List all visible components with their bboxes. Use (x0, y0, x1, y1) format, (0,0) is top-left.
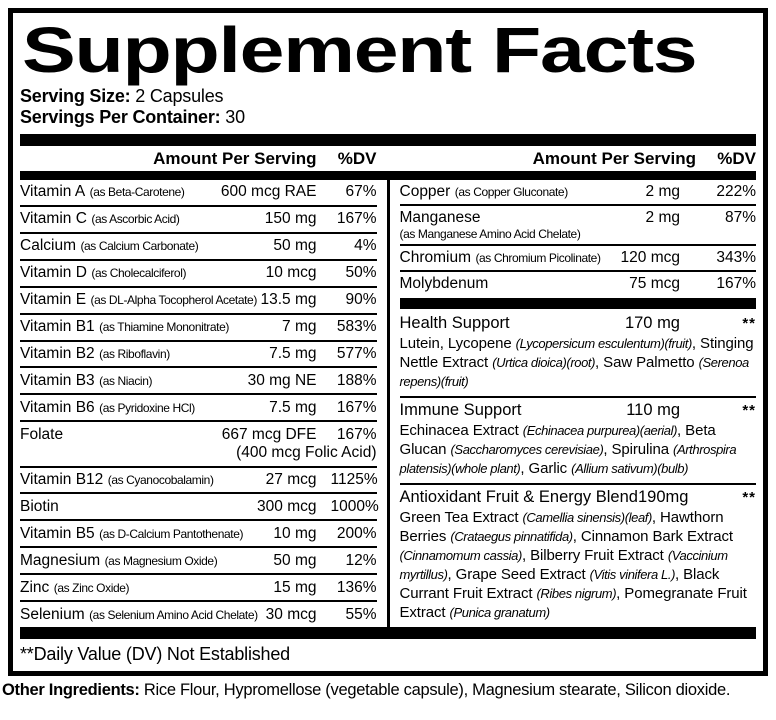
nutrient-dv: 188% (336, 371, 377, 389)
blend-dv: ** (742, 315, 756, 332)
blend-name: Health Support (399, 314, 510, 332)
nutrient-amount: 13.5 mg (260, 291, 317, 309)
nutrient-name-main: Folate (20, 425, 64, 443)
nutrient-row-line (20, 525, 377, 543)
nutrient-row (20, 315, 377, 342)
amount-per-serving-header: Amount Per Serving (153, 149, 317, 168)
nutrient-name (20, 525, 273, 543)
blend-ingredients: Echinacea Extract (Echinacea purpurea)(aerial), Beta Glucan (Saccharomyces cerevisiae), Spirulina (Arthrospira platensis)(whole plant), Garlic (Allium sativum)(bulb) (399, 422, 737, 477)
nutrient-name-main: Vitamin C (20, 210, 87, 228)
nutrient-name-main: Vitamin B5 (20, 524, 95, 542)
nutrient-dv: 577% (336, 344, 377, 362)
nutrient-row (400, 246, 757, 272)
nutrient-name-main: Vitamin B3 (20, 371, 95, 389)
blend-ingredients: Green Tea Extract (Camellia sinensis)(leaf), Hawthorn Berries (Crataegus pinnatifida), Cinnamon Bark Extract (Cinnamomum cassia), Bilberry Fruit Extract (Vaccinium myrtillus), Grape Seed Extract (Vitis vinifera L.), Black Currant Fruit Extract (Ribes nigrum), Pomegranate Fruit Extract (Punica granatum) (399, 509, 747, 621)
nutrient-name-main: Vitamin A (20, 183, 86, 201)
nutrient-amount: 27 mcg (265, 471, 317, 488)
nutrient-source: (as Cyanocobalamin) (107, 473, 214, 487)
nutrient-source: (as Zinc Oxide) (53, 580, 130, 595)
dv-header: %DV (337, 149, 377, 168)
other-ingredients-label: Other Ingredients: (2, 681, 140, 699)
nutrient-dv: 583% (336, 318, 377, 336)
left-column-header (20, 146, 387, 171)
nutrient-row (20, 395, 377, 422)
nutrient-amount: 15 mg (273, 578, 317, 596)
nutrient-source: (as D-Calcium Pantothenate) (99, 526, 244, 541)
nutrient-dv: 167% (336, 425, 377, 443)
nutrient-amount: 50 mg (273, 237, 317, 255)
botanical-name: (Allium sativum)(bulb) (571, 461, 689, 476)
nutrient-name (20, 426, 222, 444)
divider-bar-bottom (20, 627, 756, 639)
nutrient-amount-secondary: (400 mcg Folic Acid) (236, 443, 377, 461)
other-ingredients-value: Rice Flour, Hypromellose (vegetable capsule), Magnesium stearate, Silicon dioxide. (139, 681, 731, 699)
nutrient-row-line (20, 471, 377, 489)
nutrient-amount: 2 mg (645, 183, 680, 200)
nutrient-row-line (20, 552, 377, 570)
nutrient-name (20, 399, 269, 417)
nutrient-name-main: Vitamin B6 (20, 398, 95, 416)
nutrient-columns (20, 180, 756, 627)
nutrient-name (20, 345, 269, 363)
botanical-name: (Crataegus pinnatifida) (450, 529, 573, 544)
right-column (390, 180, 757, 627)
nutrient-row-line (20, 399, 377, 417)
nutrient-name (20, 579, 273, 597)
botanical-name: (Urtica dioica)(root) (492, 355, 596, 370)
nutrient-name (20, 471, 266, 489)
serving-size-value: 2 Capsules (135, 86, 224, 106)
nutrient-amount: 150 mg (264, 210, 317, 228)
servings-per-container-label: Servings Per Container: (20, 107, 221, 127)
nutrient-source: (as Manganese Amino Acid Chelate) (399, 227, 581, 241)
nutrient-row-line (400, 209, 757, 227)
botanical-name: (Saccharomyces cerevisiae) (450, 442, 604, 457)
nutrient-amount: 7.5 mg (269, 398, 317, 416)
nutrient-dv: 87% (724, 209, 756, 226)
nutrient-row-line (20, 318, 377, 336)
botanical-name: (Punica granatum) (449, 605, 550, 620)
nutrient-name-main: Vitamin D (20, 264, 87, 282)
nutrient-name (400, 275, 630, 293)
nutrient-dv: 200% (336, 524, 377, 542)
nutrient-row (20, 422, 377, 467)
divider-bar-top (20, 134, 756, 146)
nutrient-dv: 67% (345, 183, 377, 201)
nutrient-name (20, 552, 273, 570)
nutrient-name (400, 209, 646, 227)
nutrient-row (20, 234, 377, 261)
nutrient-row (20, 575, 377, 602)
nutrient-source: (as Riboflavin) (99, 346, 170, 361)
nutrient-amount: 300 mcg (257, 497, 317, 515)
serving-size-line (20, 86, 756, 107)
nutrient-source: (as Ascorbic Acid) (91, 212, 180, 227)
nutrient-source: (as Magnesium Oxide) (104, 553, 218, 568)
botanical-name: (Ribes nigrum) (536, 586, 617, 601)
nutrient-dv: 136% (336, 578, 377, 596)
nutrient-row (20, 207, 377, 234)
nutrient-name (400, 183, 646, 201)
nutrient-name (400, 249, 621, 267)
nutrient-source: (as Selenium Amino Acid Chelate) (89, 607, 258, 622)
nutrient-source: (as Niacin) (99, 373, 153, 388)
nutrient-row (20, 180, 377, 207)
nutrient-source: (as Thiamine Mononitrate) (99, 320, 229, 335)
nutrient-amount: 30 mcg (265, 605, 317, 623)
blend-section (400, 311, 757, 398)
nutrient-row (400, 180, 757, 206)
nutrient-name-main: Vitamin B12 (20, 471, 104, 488)
nutrient-row-line (20, 372, 377, 390)
nutrient-dv: 343% (716, 249, 756, 266)
nutrient-name (20, 210, 265, 228)
nutrient-name-main: Chromium (399, 249, 471, 266)
nutrient-row (20, 261, 377, 288)
right-column-header (390, 146, 757, 171)
blend-name: Immune Support (399, 401, 522, 419)
botanical-name: (Vitis vinifera L.) (589, 567, 675, 582)
nutrient-amount: 50 mg (273, 551, 317, 569)
nutrient-row (20, 521, 377, 548)
amount-per-serving-header: Amount Per Serving (532, 149, 696, 168)
nutrient-row-line (400, 183, 757, 201)
nutrient-row (20, 368, 377, 395)
nutrient-name (20, 291, 260, 309)
nutrient-name (20, 183, 221, 201)
dv-header: %DV (717, 149, 756, 168)
nutrient-name-main: Magnesium (20, 551, 101, 569)
divider-bar-minerals (400, 298, 757, 309)
nutrient-row (20, 342, 377, 369)
nutrient-name (20, 498, 257, 516)
nutrient-name-main: Vitamin B1 (20, 318, 95, 336)
blend-header-line (400, 401, 757, 420)
nutrient-name-main: Selenium (20, 605, 85, 623)
botanical-name: (Camellia sinensis)(leaf) (522, 510, 652, 525)
nutrient-name-main: Copper (399, 183, 451, 200)
nutrient-amount: 75 mcg (629, 275, 680, 292)
nutrient-amount: 2 mg (645, 209, 680, 226)
nutrient-dv: 50% (345, 264, 377, 282)
nutrient-name (20, 237, 273, 255)
nutrient-amount: 10 mcg (265, 264, 317, 282)
nutrient-dv: 1000% (330, 497, 379, 515)
nutrient-row (20, 602, 377, 627)
left-column (20, 180, 387, 627)
nutrient-dv: 90% (345, 291, 377, 309)
nutrient-amount: 7 mg (282, 318, 317, 336)
other-ingredients-line (2, 681, 776, 700)
botanical-name: (Arthrospira platensis)(whole plant) (399, 442, 737, 476)
nutrient-name (20, 318, 282, 336)
column-headers (20, 146, 756, 171)
nutrient-amount: 667 mcg DFE (221, 425, 317, 443)
nutrient-source: (as Chromium Picolinate) (475, 251, 601, 265)
nutrient-name-main: Biotin (20, 497, 59, 515)
nutrient-dv: 4% (354, 237, 377, 255)
nutrient-row (20, 288, 377, 315)
nutrient-name-main: Zinc (20, 578, 50, 596)
blend-name: Antioxidant Fruit & Energy Blend (399, 488, 638, 506)
nutrient-source: (as Beta-Carotene) (89, 185, 185, 200)
nutrient-source: (as Calcium Carbonate) (80, 239, 199, 254)
nutrient-dv: 1125% (330, 471, 378, 488)
nutrient-name-main: Calcium (20, 237, 76, 255)
nutrient-row-line (400, 275, 757, 293)
nutrient-amount: 120 mcg (620, 249, 680, 266)
botanical-name: (Vaccinium myrtillus) (399, 548, 728, 582)
nutrient-row (20, 548, 377, 575)
servings-per-container-line (20, 107, 756, 128)
blend-section (400, 485, 757, 627)
supplement-facts-panel (8, 8, 768, 676)
nutrient-row (20, 494, 377, 521)
blend-dv: ** (742, 402, 756, 419)
nutrient-row (400, 206, 757, 246)
botanical-name: (Cinnamomum cassia) (399, 548, 522, 563)
blend-dv: ** (742, 489, 756, 506)
divider-bar-header (20, 171, 756, 180)
blend-header-line (400, 314, 757, 333)
panel-title: Supplement Facts (22, 14, 697, 86)
nutrient-row (20, 468, 377, 495)
nutrient-name-main: Molybdenum (399, 275, 489, 292)
nutrient-dv: 222% (716, 183, 756, 200)
nutrient-amount: 30 mg NE (247, 371, 317, 389)
nutrient-name-main: Manganese (399, 209, 481, 226)
nutrient-amount: 10 mg (273, 524, 317, 542)
nutrient-name (20, 372, 248, 390)
nutrient-row-line (20, 237, 377, 255)
nutrient-row-line (20, 579, 377, 597)
blend-amount: 190mg (637, 488, 689, 506)
nutrient-dv: 167% (336, 210, 377, 228)
nutrient-row (400, 272, 757, 296)
nutrient-row-line (20, 498, 377, 516)
nutrient-source: (as DL-Alpha Tocopherol Acetate) (90, 293, 257, 308)
botanical-name: (Echinacea purpurea)(aerial) (522, 423, 678, 438)
nutrient-row-line (20, 606, 377, 624)
blend-amount: 110 mg (626, 401, 680, 419)
nutrient-name-main: Vitamin E (20, 291, 87, 309)
botanical-name: (Serenoa repens)(fruit) (399, 355, 749, 389)
nutrient-row-line (20, 264, 377, 282)
nutrient-source: (as Copper Gluconate) (454, 185, 568, 199)
nutrient-dv: 12% (345, 551, 377, 569)
nutrient-row-line (20, 210, 377, 228)
nutrient-name (20, 606, 266, 624)
serving-size-label: Serving Size: (20, 86, 131, 106)
nutrient-dv: 55% (345, 605, 377, 623)
blend-ingredients: Lutein, Lycopene (Lycopersicum esculentum)(fruit), Stinging Nettle Extract (Urtica dioica)(root), Saw Palmetto (Serenoa repens)(fruit) (399, 335, 754, 389)
nutrient-row-line (20, 345, 377, 363)
nutrient-row-line (20, 291, 377, 309)
nutrient-row-line (400, 249, 757, 267)
daily-value-footnote: **Daily Value (DV) Not Established (20, 644, 290, 664)
nutrient-row-line (20, 426, 377, 444)
nutrient-name-main: Vitamin B2 (20, 344, 95, 362)
nutrient-amount: 7.5 mg (269, 344, 317, 362)
nutrient-name (20, 264, 266, 282)
nutrient-amount: 600 mcg RAE (220, 183, 317, 201)
botanical-name: (Lycopersicum esculentum)(fruit) (515, 336, 692, 351)
nutrient-dv: 167% (336, 398, 377, 416)
nutrient-source: (as Cholecalciferol) (91, 266, 187, 281)
nutrient-source: (as Pyridoxine HCl) (99, 400, 195, 415)
blend-header-line (400, 488, 757, 507)
servings-per-container-value: 30 (225, 107, 245, 127)
nutrient-dv: 167% (716, 275, 756, 292)
blend-section (400, 398, 757, 485)
blend-amount: 170 mg (624, 314, 680, 332)
nutrient-row-line (20, 183, 377, 201)
